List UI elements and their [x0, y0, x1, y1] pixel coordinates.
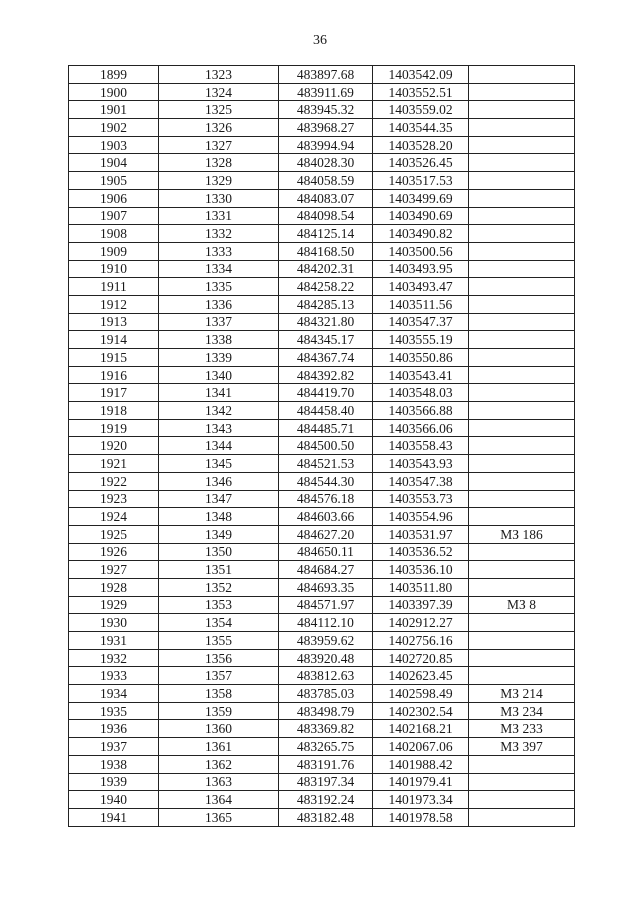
x-coordinate-cell: 484521.53 — [279, 455, 373, 473]
point-number-cell: 1904 — [69, 154, 159, 172]
index-cell: 1346 — [159, 472, 279, 490]
y-coordinate-cell: 1402756.16 — [373, 632, 469, 650]
point-number-cell: 1907 — [69, 207, 159, 225]
table-body — [69, 66, 575, 827]
index-cell: 1342 — [159, 402, 279, 420]
index-cell: 1327 — [159, 136, 279, 154]
table-row — [69, 83, 575, 101]
y-coordinate-cell: 1401988.42 — [373, 755, 469, 773]
table-row — [69, 189, 575, 207]
x-coordinate-cell: 484285.13 — [279, 295, 373, 313]
x-coordinate-cell: 483197.34 — [279, 773, 373, 791]
note-cell — [469, 490, 575, 508]
table-row — [69, 260, 575, 278]
point-number-cell: 1931 — [69, 632, 159, 650]
note-cell: МЗ 8 — [469, 596, 575, 614]
table-row — [69, 295, 575, 313]
index-cell: 1325 — [159, 101, 279, 119]
table-row — [69, 614, 575, 632]
point-number-cell: 1902 — [69, 119, 159, 137]
index-cell: 1347 — [159, 490, 279, 508]
y-coordinate-cell: 1402720.85 — [373, 649, 469, 667]
index-cell: 1339 — [159, 349, 279, 367]
x-coordinate-cell: 484168.50 — [279, 242, 373, 260]
point-number-cell: 1932 — [69, 649, 159, 667]
x-coordinate-cell: 483920.48 — [279, 649, 373, 667]
table-row — [69, 313, 575, 331]
y-coordinate-cell: 1403500.56 — [373, 242, 469, 260]
note-cell — [469, 578, 575, 596]
note-cell — [469, 472, 575, 490]
index-cell: 1335 — [159, 278, 279, 296]
index-cell: 1356 — [159, 649, 279, 667]
note-cell — [469, 561, 575, 579]
y-coordinate-cell: 1403536.52 — [373, 543, 469, 561]
y-coordinate-cell: 1403566.06 — [373, 419, 469, 437]
table-row — [69, 543, 575, 561]
note-cell — [469, 649, 575, 667]
table-row — [69, 384, 575, 402]
table-row — [69, 525, 575, 543]
index-cell: 1338 — [159, 331, 279, 349]
point-number-cell: 1905 — [69, 172, 159, 190]
table-row — [69, 172, 575, 190]
x-coordinate-cell: 483994.94 — [279, 136, 373, 154]
x-coordinate-cell: 484693.35 — [279, 578, 373, 596]
y-coordinate-cell: 1403552.51 — [373, 83, 469, 101]
point-number-cell: 1941 — [69, 808, 159, 826]
index-cell: 1351 — [159, 561, 279, 579]
x-coordinate-cell: 483968.27 — [279, 119, 373, 137]
note-cell — [469, 773, 575, 791]
index-cell: 1324 — [159, 83, 279, 101]
point-number-cell: 1915 — [69, 349, 159, 367]
index-cell: 1334 — [159, 260, 279, 278]
point-number-cell: 1940 — [69, 791, 159, 809]
x-coordinate-cell: 484028.30 — [279, 154, 373, 172]
point-number-cell: 1914 — [69, 331, 159, 349]
note-cell — [469, 313, 575, 331]
note-cell — [469, 543, 575, 561]
index-cell: 1357 — [159, 667, 279, 685]
table-row — [69, 66, 575, 84]
note-cell: МЗ 214 — [469, 685, 575, 703]
table-row — [69, 667, 575, 685]
note-cell — [469, 791, 575, 809]
index-cell: 1352 — [159, 578, 279, 596]
note-cell — [469, 614, 575, 632]
table-row — [69, 472, 575, 490]
y-coordinate-cell: 1403547.38 — [373, 472, 469, 490]
y-coordinate-cell: 1403543.41 — [373, 366, 469, 384]
y-coordinate-cell: 1402912.27 — [373, 614, 469, 632]
index-cell: 1365 — [159, 808, 279, 826]
y-coordinate-cell: 1403493.47 — [373, 278, 469, 296]
y-coordinate-cell: 1403558.43 — [373, 437, 469, 455]
table-row — [69, 508, 575, 526]
point-number-cell: 1913 — [69, 313, 159, 331]
x-coordinate-cell: 484367.74 — [279, 349, 373, 367]
x-coordinate-cell: 484125.14 — [279, 225, 373, 243]
x-coordinate-cell: 484458.40 — [279, 402, 373, 420]
x-coordinate-cell: 483945.32 — [279, 101, 373, 119]
point-number-cell: 1917 — [69, 384, 159, 402]
table-row — [69, 101, 575, 119]
y-coordinate-cell: 1403550.86 — [373, 349, 469, 367]
point-number-cell: 1903 — [69, 136, 159, 154]
note-cell — [469, 242, 575, 260]
index-cell: 1330 — [159, 189, 279, 207]
point-number-cell: 1908 — [69, 225, 159, 243]
y-coordinate-cell: 1403543.93 — [373, 455, 469, 473]
table-row — [69, 225, 575, 243]
x-coordinate-cell: 484058.59 — [279, 172, 373, 190]
table-row — [69, 702, 575, 720]
point-number-cell: 1925 — [69, 525, 159, 543]
table-row — [69, 578, 575, 596]
table-row — [69, 366, 575, 384]
point-number-cell: 1928 — [69, 578, 159, 596]
y-coordinate-cell: 1403536.10 — [373, 561, 469, 579]
y-coordinate-cell: 1403548.03 — [373, 384, 469, 402]
x-coordinate-cell: 484392.82 — [279, 366, 373, 384]
y-coordinate-cell: 1402067.06 — [373, 738, 469, 756]
y-coordinate-cell: 1403490.69 — [373, 207, 469, 225]
y-coordinate-cell: 1401979.41 — [373, 773, 469, 791]
point-number-cell: 1922 — [69, 472, 159, 490]
x-coordinate-cell: 483265.75 — [279, 738, 373, 756]
table-row — [69, 419, 575, 437]
note-cell — [469, 119, 575, 137]
point-number-cell: 1924 — [69, 508, 159, 526]
point-number-cell: 1933 — [69, 667, 159, 685]
table-row — [69, 720, 575, 738]
x-coordinate-cell: 484485.71 — [279, 419, 373, 437]
x-coordinate-cell: 484083.07 — [279, 189, 373, 207]
index-cell: 1363 — [159, 773, 279, 791]
table-row — [69, 331, 575, 349]
x-coordinate-cell: 484500.50 — [279, 437, 373, 455]
point-number-cell: 1923 — [69, 490, 159, 508]
note-cell: МЗ 397 — [469, 738, 575, 756]
y-coordinate-cell: 1402302.54 — [373, 702, 469, 720]
note-cell — [469, 437, 575, 455]
note-cell — [469, 101, 575, 119]
table-row — [69, 136, 575, 154]
index-cell: 1364 — [159, 791, 279, 809]
y-coordinate-cell: 1403517.53 — [373, 172, 469, 190]
y-coordinate-cell: 1402598.49 — [373, 685, 469, 703]
index-cell: 1340 — [159, 366, 279, 384]
note-cell — [469, 172, 575, 190]
x-coordinate-cell: 483191.76 — [279, 755, 373, 773]
y-coordinate-cell: 1403553.73 — [373, 490, 469, 508]
point-number-cell: 1935 — [69, 702, 159, 720]
index-cell: 1343 — [159, 419, 279, 437]
y-coordinate-cell: 1403493.95 — [373, 260, 469, 278]
point-number-cell: 1937 — [69, 738, 159, 756]
note-cell — [469, 402, 575, 420]
y-coordinate-cell: 1402623.45 — [373, 667, 469, 685]
table-row — [69, 596, 575, 614]
table-row — [69, 402, 575, 420]
x-coordinate-cell: 484419.70 — [279, 384, 373, 402]
note-cell — [469, 295, 575, 313]
coordinates-table — [68, 65, 575, 827]
x-coordinate-cell: 484684.27 — [279, 561, 373, 579]
y-coordinate-cell: 1403511.56 — [373, 295, 469, 313]
table-row — [69, 119, 575, 137]
note-cell: МЗ 186 — [469, 525, 575, 543]
table-row — [69, 207, 575, 225]
point-number-cell: 1938 — [69, 755, 159, 773]
index-cell: 1323 — [159, 66, 279, 84]
index-cell: 1355 — [159, 632, 279, 650]
index-cell: 1332 — [159, 225, 279, 243]
x-coordinate-cell: 483897.68 — [279, 66, 373, 84]
x-coordinate-cell: 483812.63 — [279, 667, 373, 685]
table-row — [69, 738, 575, 756]
table-row — [69, 278, 575, 296]
index-cell: 1354 — [159, 614, 279, 632]
note-cell — [469, 83, 575, 101]
table-row — [69, 755, 575, 773]
index-cell: 1341 — [159, 384, 279, 402]
note-cell — [469, 189, 575, 207]
y-coordinate-cell: 1403490.82 — [373, 225, 469, 243]
x-coordinate-cell: 484627.20 — [279, 525, 373, 543]
index-cell: 1358 — [159, 685, 279, 703]
x-coordinate-cell: 484650.11 — [279, 543, 373, 561]
table-row — [69, 437, 575, 455]
x-coordinate-cell: 484576.18 — [279, 490, 373, 508]
x-coordinate-cell: 484544.30 — [279, 472, 373, 490]
note-cell — [469, 136, 575, 154]
x-coordinate-cell: 484571.97 — [279, 596, 373, 614]
table-row — [69, 791, 575, 809]
index-cell: 1337 — [159, 313, 279, 331]
x-coordinate-cell: 483182.48 — [279, 808, 373, 826]
note-cell — [469, 508, 575, 526]
y-coordinate-cell: 1403397.39 — [373, 596, 469, 614]
y-coordinate-cell: 1401973.34 — [373, 791, 469, 809]
y-coordinate-cell: 1403531.97 — [373, 525, 469, 543]
note-cell — [469, 366, 575, 384]
index-cell: 1344 — [159, 437, 279, 455]
point-number-cell: 1927 — [69, 561, 159, 579]
point-number-cell: 1934 — [69, 685, 159, 703]
point-number-cell: 1920 — [69, 437, 159, 455]
x-coordinate-cell: 483959.62 — [279, 632, 373, 650]
point-number-cell: 1936 — [69, 720, 159, 738]
x-coordinate-cell: 483192.24 — [279, 791, 373, 809]
y-coordinate-cell: 1403511.80 — [373, 578, 469, 596]
point-number-cell: 1926 — [69, 543, 159, 561]
index-cell: 1328 — [159, 154, 279, 172]
index-cell: 1348 — [159, 508, 279, 526]
y-coordinate-cell: 1401978.58 — [373, 808, 469, 826]
y-coordinate-cell: 1402168.21 — [373, 720, 469, 738]
x-coordinate-cell: 483498.79 — [279, 702, 373, 720]
y-coordinate-cell: 1403528.20 — [373, 136, 469, 154]
y-coordinate-cell: 1403554.96 — [373, 508, 469, 526]
note-cell — [469, 755, 575, 773]
note-cell — [469, 384, 575, 402]
index-cell: 1331 — [159, 207, 279, 225]
note-cell — [469, 260, 575, 278]
index-cell: 1350 — [159, 543, 279, 561]
table-row — [69, 649, 575, 667]
note-cell — [469, 667, 575, 685]
point-number-cell: 1912 — [69, 295, 159, 313]
point-number-cell: 1901 — [69, 101, 159, 119]
y-coordinate-cell: 1403499.69 — [373, 189, 469, 207]
point-number-cell: 1909 — [69, 242, 159, 260]
index-cell: 1329 — [159, 172, 279, 190]
table-row — [69, 349, 575, 367]
index-cell: 1345 — [159, 455, 279, 473]
point-number-cell: 1916 — [69, 366, 159, 384]
note-cell — [469, 66, 575, 84]
index-cell: 1359 — [159, 702, 279, 720]
point-number-cell: 1918 — [69, 402, 159, 420]
point-number-cell: 1906 — [69, 189, 159, 207]
point-number-cell: 1939 — [69, 773, 159, 791]
note-cell — [469, 207, 575, 225]
table-row — [69, 685, 575, 703]
index-cell: 1336 — [159, 295, 279, 313]
index-cell: 1333 — [159, 242, 279, 260]
note-cell — [469, 225, 575, 243]
x-coordinate-cell: 483785.03 — [279, 685, 373, 703]
note-cell — [469, 419, 575, 437]
index-cell: 1361 — [159, 738, 279, 756]
y-coordinate-cell: 1403555.19 — [373, 331, 469, 349]
y-coordinate-cell: 1403566.88 — [373, 402, 469, 420]
point-number-cell: 1919 — [69, 419, 159, 437]
point-number-cell: 1921 — [69, 455, 159, 473]
note-cell — [469, 154, 575, 172]
index-cell: 1326 — [159, 119, 279, 137]
point-number-cell: 1910 — [69, 260, 159, 278]
y-coordinate-cell: 1403526.45 — [373, 154, 469, 172]
note-cell — [469, 455, 575, 473]
table-row — [69, 455, 575, 473]
point-number-cell: 1899 — [69, 66, 159, 84]
table-row — [69, 773, 575, 791]
x-coordinate-cell: 484112.10 — [279, 614, 373, 632]
note-cell — [469, 632, 575, 650]
point-number-cell: 1930 — [69, 614, 159, 632]
table-row — [69, 561, 575, 579]
note-cell — [469, 331, 575, 349]
table-row — [69, 490, 575, 508]
index-cell: 1349 — [159, 525, 279, 543]
table-row — [69, 242, 575, 260]
y-coordinate-cell: 1403542.09 — [373, 66, 469, 84]
index-cell: 1353 — [159, 596, 279, 614]
point-number-cell: 1929 — [69, 596, 159, 614]
table-row — [69, 154, 575, 172]
x-coordinate-cell: 484258.22 — [279, 278, 373, 296]
point-number-cell: 1900 — [69, 83, 159, 101]
x-coordinate-cell: 483369.82 — [279, 720, 373, 738]
note-cell — [469, 349, 575, 367]
note-cell: МЗ 234 — [469, 702, 575, 720]
y-coordinate-cell: 1403547.37 — [373, 313, 469, 331]
note-cell: МЗ 233 — [469, 720, 575, 738]
x-coordinate-cell: 484098.54 — [279, 207, 373, 225]
y-coordinate-cell: 1403544.35 — [373, 119, 469, 137]
index-cell: 1362 — [159, 755, 279, 773]
table-row — [69, 808, 575, 826]
index-cell: 1360 — [159, 720, 279, 738]
note-cell — [469, 808, 575, 826]
note-cell — [469, 278, 575, 296]
x-coordinate-cell: 484603.66 — [279, 508, 373, 526]
page-number: 36 — [313, 33, 327, 48]
y-coordinate-cell: 1403559.02 — [373, 101, 469, 119]
x-coordinate-cell: 484202.31 — [279, 260, 373, 278]
table-row — [69, 632, 575, 650]
x-coordinate-cell: 484321.80 — [279, 313, 373, 331]
point-number-cell: 1911 — [69, 278, 159, 296]
x-coordinate-cell: 483911.69 — [279, 83, 373, 101]
x-coordinate-cell: 484345.17 — [279, 331, 373, 349]
